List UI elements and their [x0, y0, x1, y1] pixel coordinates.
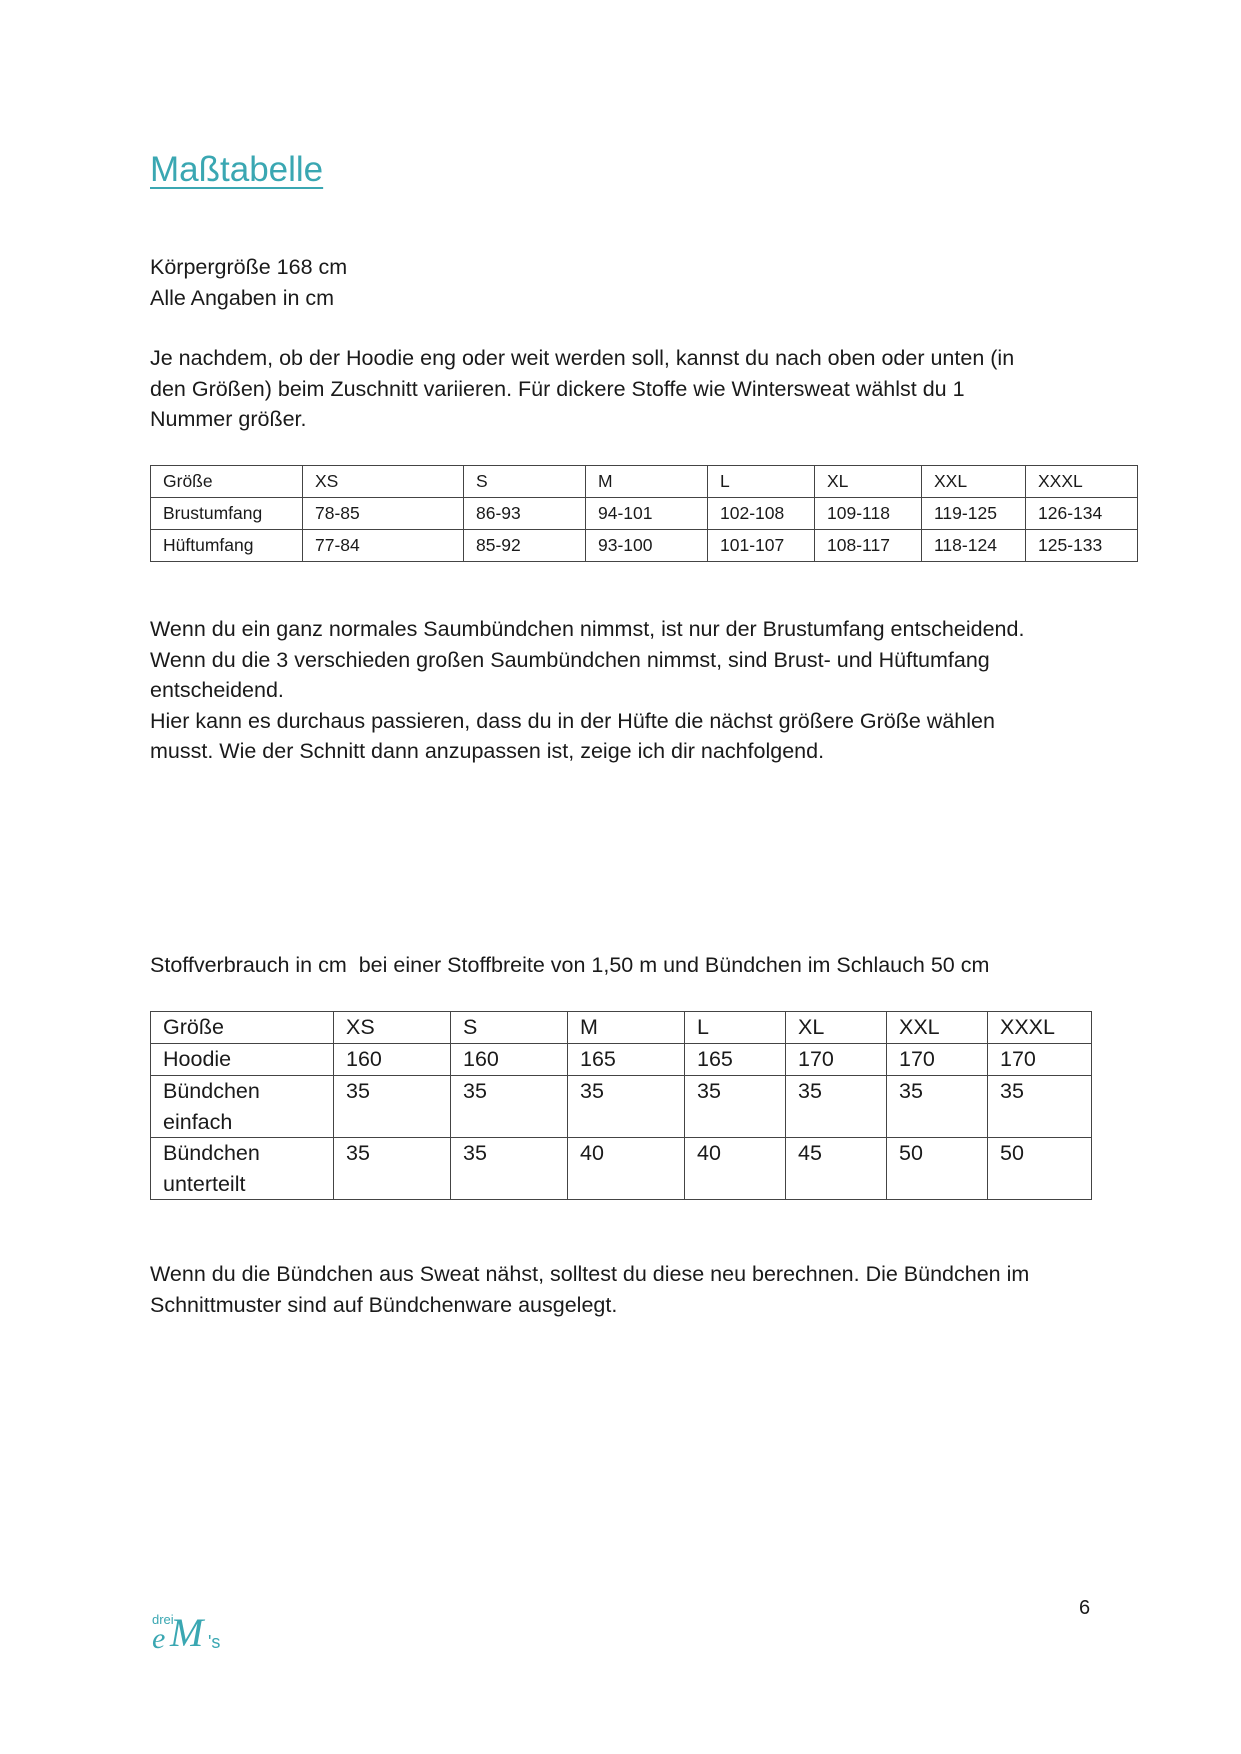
- paragraph-line: Wenn du ein ganz normales Saumbündchen nimmst, ist nur der Brustumfang entscheidend.: [150, 617, 1025, 641]
- table-cell: 45: [786, 1138, 887, 1200]
- table-header-cell: S: [464, 466, 586, 498]
- table-cell: Hoodie: [151, 1044, 334, 1076]
- table-cell: 165: [685, 1044, 786, 1076]
- paragraph-line: Wenn du die 3 verschieden großen Saumbündchen nimmst, sind Brust- und Hüftumfang: [150, 647, 990, 672]
- table-header-cell: XXXL: [988, 1012, 1092, 1044]
- table-cell: 125-133: [1026, 530, 1138, 562]
- paragraph-line: Nummer größer.: [150, 407, 307, 431]
- table-cell: 86-93: [464, 498, 586, 530]
- table-header-cell: Größe: [151, 1012, 334, 1044]
- table-cell: 165: [568, 1044, 685, 1076]
- table-cell: 126-134: [1026, 498, 1138, 530]
- table-cell: 101-107: [708, 530, 815, 562]
- table-cell: 108-117: [815, 530, 922, 562]
- table-cell: Bündchen einfach: [151, 1076, 334, 1138]
- table-cell: 35: [685, 1076, 786, 1138]
- intro-line: Körpergröße 168 cm: [150, 255, 348, 279]
- page-title: Maßtabelle: [150, 150, 324, 189]
- table-header-cell: XXL: [922, 466, 1026, 498]
- table-cell: Brustumfang: [151, 498, 303, 530]
- table-header-row: [151, 1012, 1092, 1044]
- table-cell: 35: [786, 1076, 887, 1138]
- paragraph-line: Wenn du die Bündchen aus Sweat nähst, solltest du diese neu berechnen. Die Bündchen im: [150, 1262, 1030, 1286]
- table-cell: 170: [786, 1044, 887, 1076]
- table-cell: 118-124: [922, 530, 1026, 562]
- paragraph-line: Schnittmuster sind auf Bündchenware ausgelegt.: [150, 1292, 618, 1317]
- table-cell: 35: [988, 1076, 1092, 1138]
- paragraph-line: den Größen) beim Zuschnitt variieren. Für dickere Stoffe wie Wintersweat wählst du 1: [150, 376, 965, 401]
- table-header-cell: M: [586, 466, 708, 498]
- table-header-cell: XS: [334, 1012, 451, 1044]
- table-cell: 35: [451, 1138, 568, 1200]
- page-number: 6: [1079, 1597, 1091, 1619]
- table-cell: 93-100: [586, 530, 708, 562]
- table-header-cell: XXL: [887, 1012, 988, 1044]
- table-cell: Bündchen unterteilt: [151, 1138, 334, 1200]
- table-cell: 78-85: [303, 498, 464, 530]
- table-header-row: [151, 466, 1138, 498]
- sizing-paragraph: [150, 343, 1014, 435]
- table-header-cell: XL: [786, 1012, 887, 1044]
- table-cell: 102-108: [708, 498, 815, 530]
- table-header-cell: M: [568, 1012, 685, 1044]
- caption-line: Stoffverbrauch in cm bei einer Stoffbreite von 1,50 m und Bündchen im Schlauch 50 cm: [150, 953, 990, 977]
- table-header-cell: Größe: [151, 466, 303, 498]
- table-cell: 77-84: [303, 530, 464, 562]
- fabric-table: [150, 1011, 1092, 1200]
- table-row: [151, 1138, 1092, 1200]
- hem-paragraph: [150, 614, 1024, 767]
- table-cell: 160: [334, 1044, 451, 1076]
- table-cell: 40: [685, 1138, 786, 1200]
- size-table: [150, 465, 1138, 562]
- logo-text-drei: drei: [152, 1612, 174, 1627]
- table-cell: Hüftumfang: [151, 530, 303, 562]
- table-cell: 40: [568, 1138, 685, 1200]
- intro-line: Alle Angaben in cm: [150, 285, 335, 310]
- table-header-cell: S: [451, 1012, 568, 1044]
- table-header-cell: XL: [815, 466, 922, 498]
- fabric-caption: [150, 950, 989, 981]
- table-header-cell: L: [685, 1012, 786, 1044]
- table-cell: 50: [988, 1138, 1092, 1200]
- paragraph-line: entscheidend.: [150, 678, 284, 702]
- table-cell: 35: [887, 1076, 988, 1138]
- table-row: [151, 498, 1138, 530]
- table-header-cell: XS: [303, 466, 464, 498]
- logo-text-e: e: [152, 1622, 166, 1655]
- logo-text-m: M: [170, 1610, 204, 1655]
- table-cell: 109-118: [815, 498, 922, 530]
- table-cell: 119-125: [922, 498, 1026, 530]
- intro-paragraph: [150, 252, 347, 313]
- logo-text-s: 's: [208, 1632, 221, 1652]
- table-cell: 170: [988, 1044, 1092, 1076]
- cuff-paragraph: [150, 1259, 1029, 1320]
- table-cell: 170: [887, 1044, 988, 1076]
- table-row: [151, 530, 1138, 562]
- paragraph-line: Hier kann es durchaus passieren, dass du in der Hüfte die nächst größere Größe wählen: [150, 708, 995, 733]
- table-row: [151, 1076, 1092, 1138]
- table-cell: 35: [568, 1076, 685, 1138]
- table-cell: 35: [334, 1138, 451, 1200]
- paragraph-line: musst. Wie der Schnitt dann anzupassen ist, zeige ich dir nachfolgend.: [150, 739, 825, 763]
- table-header-cell: XXXL: [1026, 466, 1138, 498]
- table-cell: 50: [887, 1138, 988, 1200]
- table-row: [151, 1044, 1092, 1076]
- table-header-cell: L: [708, 466, 815, 498]
- paragraph-line: Je nachdem, ob der Hoodie eng oder weit werden soll, kannst du nach oben oder unten (in: [150, 346, 1015, 370]
- table-cell: 94-101: [586, 498, 708, 530]
- table-cell: 35: [334, 1076, 451, 1138]
- brand-logo: [150, 1608, 235, 1660]
- table-cell: 160: [451, 1044, 568, 1076]
- table-cell: 35: [451, 1076, 568, 1138]
- table-cell: 85-92: [464, 530, 586, 562]
